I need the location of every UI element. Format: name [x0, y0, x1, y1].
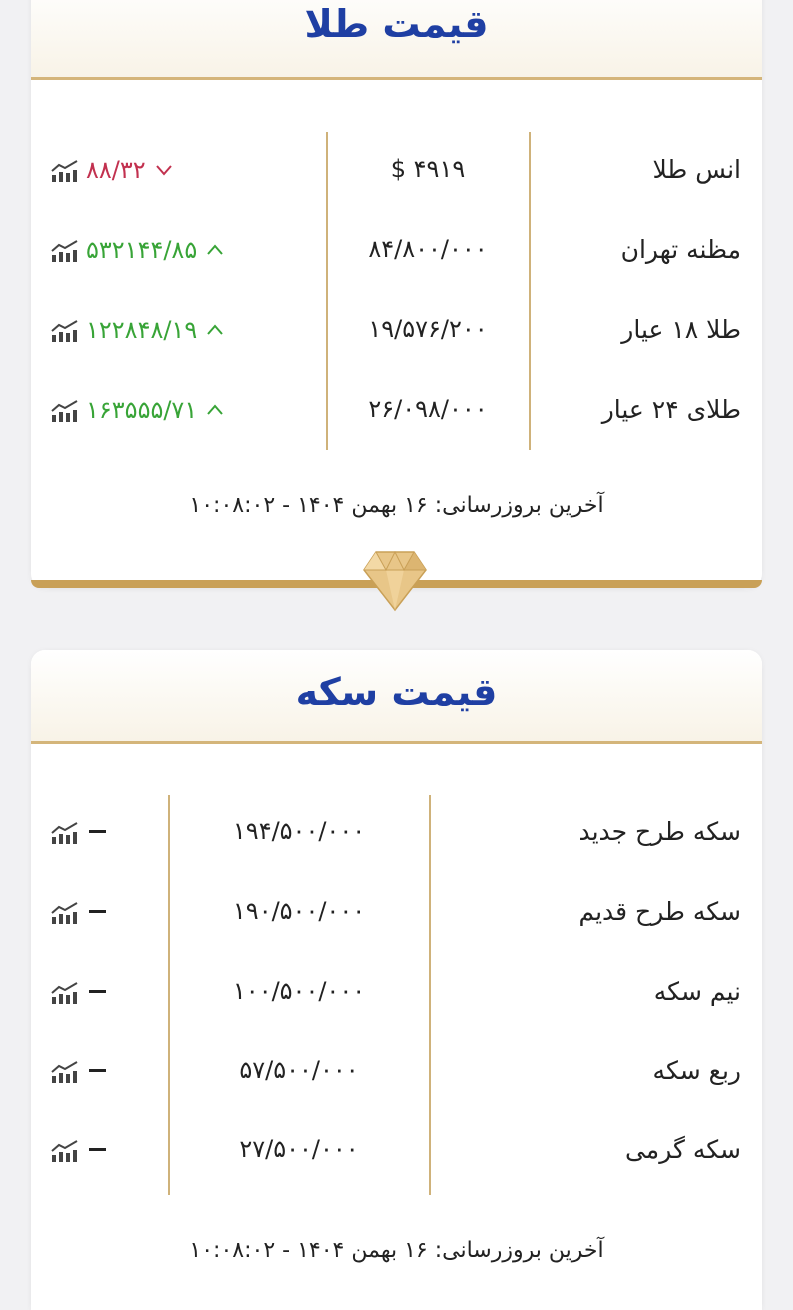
coin-row-new[interactable]	[31, 812, 762, 852]
gold-row-change	[86, 236, 223, 264]
coin-row-price: ۱۹۰/۵۰۰/۰۰۰	[232, 897, 366, 925]
chevron-up-icon	[207, 324, 223, 336]
no-change-dash	[89, 990, 106, 993]
change-value: ۸۸/۳۲	[86, 156, 146, 184]
change-value: ۱۲۲۸۴۸/۱۹	[86, 316, 198, 344]
chevron-up-icon	[207, 244, 223, 256]
coin-row-price: ۲۷/۵۰۰/۰۰۰	[239, 1135, 359, 1163]
bar-chart-icon[interactable]	[51, 319, 79, 343]
coin-card-title: قیمت سکه	[295, 670, 498, 714]
change-value: ۵۳۲۱۴۴/۸۵	[86, 236, 198, 264]
gold-last-updated: آخرین بروزرسانی: ۱۶ بهمن ۱۴۰۴ - ۱۰:۰۸:۰۲	[189, 493, 604, 518]
coin-row-name: سکه طرح قدیم	[578, 897, 741, 926]
bar-chart-icon[interactable]	[51, 1139, 79, 1163]
gold-row-change	[86, 156, 172, 184]
gold-row-price: ۸۴/۸۰۰/۰۰۰	[368, 235, 488, 263]
coin-last-updated: آخرین بروزرسانی: ۱۶ بهمن ۱۴۰۴ - ۱۰:۰۸:۰۲	[189, 1238, 604, 1263]
no-change-dash	[89, 830, 106, 833]
gold-row-tehran[interactable]	[31, 230, 762, 270]
gold-row-ounce[interactable]	[31, 150, 762, 190]
coin-row-quarter[interactable]	[31, 1051, 762, 1091]
gold-row-price: ۲۶/۰۹۸/۰۰۰	[368, 395, 488, 423]
coin-row-price: ۱۰۰/۵۰۰/۰۰۰	[232, 977, 366, 1005]
coin-card-header	[31, 650, 762, 744]
no-change-dash	[89, 1069, 106, 1072]
gold-row-name: مظنه تهران	[620, 235, 741, 264]
diamond-icon	[362, 550, 428, 612]
chevron-up-icon	[207, 404, 223, 416]
chevron-down-icon	[156, 164, 172, 176]
coin-row-name: ربع سکه	[652, 1056, 741, 1085]
gold-row-name: انس طلا	[652, 155, 741, 184]
gold-price-card	[31, 0, 762, 588]
gold-row-change	[86, 316, 223, 344]
bar-chart-icon[interactable]	[51, 901, 79, 925]
no-change-dash	[89, 1148, 106, 1151]
bar-chart-icon[interactable]	[51, 159, 79, 183]
bar-chart-icon[interactable]	[51, 399, 79, 423]
coin-row-gram[interactable]	[31, 1130, 762, 1170]
bar-chart-icon[interactable]	[51, 981, 79, 1005]
gold-row-name: طلا ۱۸ عیار	[621, 315, 741, 344]
coin-row-name: سکه گرمی	[624, 1135, 741, 1164]
bar-chart-icon[interactable]	[51, 1060, 79, 1084]
coin-row-name: سکه طرح جدید	[578, 817, 741, 846]
no-change-dash	[89, 910, 106, 913]
gold-row-price: ۱۹/۵۷۶/۲۰۰	[368, 315, 488, 343]
gold-card-title: قیمت طلا	[304, 2, 489, 46]
gold-row-change	[86, 396, 223, 424]
gold-row-18k[interactable]	[31, 310, 762, 350]
bar-chart-icon[interactable]	[51, 821, 79, 845]
bar-chart-icon[interactable]	[51, 239, 79, 263]
coin-row-name: نیم سکه	[653, 977, 741, 1006]
change-value: ۱۶۳۵۵۵/۷۱	[86, 396, 198, 424]
coin-row-old[interactable]	[31, 892, 762, 932]
gold-row-price: $ ۴۹۱۹	[390, 155, 466, 183]
coin-price-card	[31, 650, 762, 1310]
coin-row-half[interactable]	[31, 972, 762, 1012]
coin-row-price: ۵۷/۵۰۰/۰۰۰	[239, 1056, 359, 1084]
gold-card-header	[31, 0, 762, 80]
gold-row-name: طلای ۲۴ عیار	[601, 395, 741, 424]
gold-row-24k[interactable]	[31, 390, 762, 430]
coin-row-price: ۱۹۴/۵۰۰/۰۰۰	[232, 817, 366, 845]
